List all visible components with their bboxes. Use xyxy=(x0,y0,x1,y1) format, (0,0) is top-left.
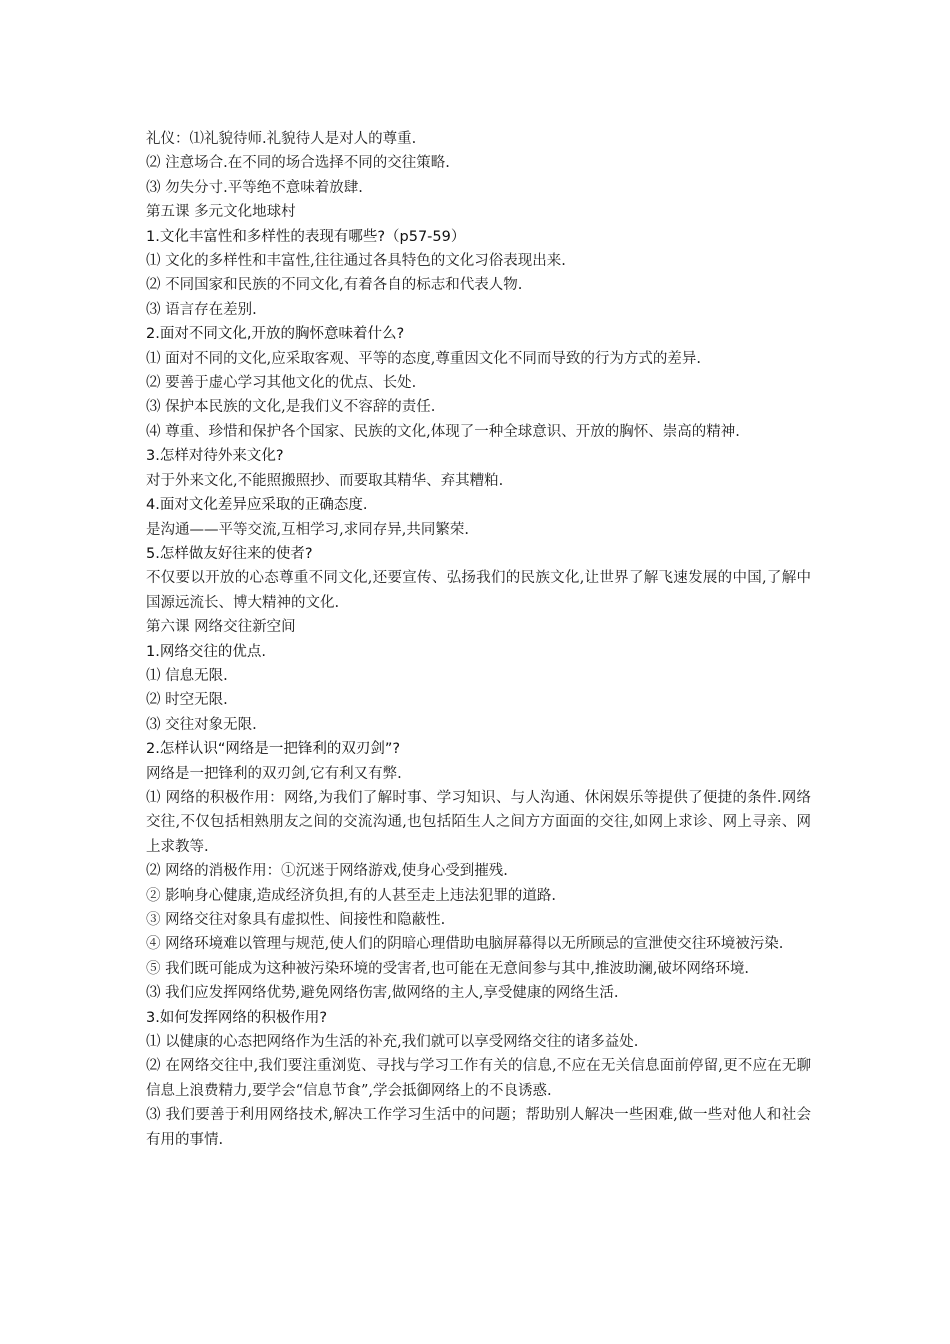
text-line: 第五课 多元文化地球村 xyxy=(146,204,296,221)
paragraph: ⑴ 网络的积极作用：网络,为我们了解时事、学习知识、与人沟通、休闲娱乐等提供了便捷的条件.网络交往,不仅包括相熟朋友之间的交流沟通,也包括陌生人之间方方面面的交往,如网上求诊、网上寻亲、网上求教等. xyxy=(146,789,811,855)
text-line: 网络是一把锋利的双刃剑,它有利又有弊. xyxy=(146,765,402,782)
text-line: 礼仪：⑴礼貌待师.礼貌待人是对人的尊重. xyxy=(146,131,417,147)
question-heading: 2.面对不同文化,开放的胸怀意味着什么? xyxy=(146,326,405,343)
paragraph: ④ 网络环境难以管理与规范,使人们的阴暗心理借助电脑屏幕得以无所顾忌的宣泄使交往环境被污染. xyxy=(146,936,784,953)
text-line: ⑵ 要善于虚心学习其他文化的优点、长处. xyxy=(146,375,417,392)
question-heading: 1.网络交往的优点. xyxy=(146,643,266,660)
document-body xyxy=(146,127,811,1152)
question-heading: 3.怎样对待外来文化? xyxy=(146,448,284,465)
text-line: ⑴ 信息无限. xyxy=(146,667,228,684)
text-line: ⑴ 面对不同的文化,应采取客观、平等的态度,尊重因文化不同而导致的行为方式的差异. xyxy=(146,350,701,367)
text-line: ② 影响身心健康,造成经济负担,有的人甚至走上违法犯罪的道路. xyxy=(146,887,556,904)
text-line: 对于外来文化,不能照搬照抄、而要取其精华、弃其糟粕. xyxy=(146,472,504,489)
text-line: ⑵ 网络的消极作用：①沉迷于网络游戏,使身心受到摧残. xyxy=(146,863,508,880)
question-heading: 3.如何发挥网络的积极作用? xyxy=(146,1009,328,1026)
text-line: ⑵ 时空无限. xyxy=(146,692,228,709)
question-heading: 5.怎样做友好往来的使者? xyxy=(146,545,313,562)
text-line: ⑶ 语言存在差别. xyxy=(146,301,257,318)
text-line: ⑷ 尊重、珍惜和保护各个国家、民族的文化,体现了一种全球意识、开放的胸怀、崇高的精神. xyxy=(146,423,740,440)
paragraph: ⑤ 我们既可能成为这种被污染环境的受害者,也可能在无意间参与其中,推波助澜,破坏网络环境. xyxy=(146,960,750,977)
text-line: ⑶ 我们应发挥网络优势,避免网络伤害,做网络的主人,享受健康的网络生活. xyxy=(146,985,619,1002)
text-line: ⑴ 以健康的心态把网络作为生活的补充,我们就可以享受网络交往的诸多益处. xyxy=(146,1034,639,1051)
question-heading: 2.怎样认识“网络是一把锋利的双刃剑”? xyxy=(146,741,401,758)
question-heading: 4.面对文化差异应采取的正确态度. xyxy=(146,497,368,514)
text-line: ⑴ 文化的多样性和丰富性,往往通过各具特色的文化习俗表现出来. xyxy=(146,253,566,270)
text-line: ⑵ 注意场合.在不同的场合选择不同的交往策略. xyxy=(146,155,450,172)
paragraph: ⑶ 我们要善于利用网络技术,解决工作学习生活中的问题；帮助别人解决一些困难,做一些对他人和社会有用的事情. xyxy=(146,1107,811,1148)
text-line: 是沟通——平等交流,互相学习,求同存异,共同繁荣. xyxy=(146,521,469,538)
text-line: 第六课 网络交往新空间 xyxy=(146,619,296,636)
paragraph: 不仅要以开放的心态尊重不同文化,还要宣传、弘扬我们的民族文化,让世界了解飞速发展的中国,了解中国源远流长、博大精神的文化. xyxy=(146,570,811,611)
paragraph: ⑵ 在网络交往中,我们要注重浏览、寻找与学习工作有关的信息,不应在无关信息面前停留,更不应在无聊信息上浪费精力,要学会“信息节食”,学会抵御网络上的不良诱惑. xyxy=(146,1058,811,1099)
question-heading: 1.文化丰富性和多样性的表现有哪些?（p57-59） xyxy=(146,228,466,245)
text-line: ⑶ 保护本民族的文化,是我们义不容辞的责任. xyxy=(146,399,436,416)
text-line: ⑶ 勿失分寸.平等绝不意味着放肆. xyxy=(146,179,363,196)
text-line: ⑶ 交往对象无限. xyxy=(146,716,257,733)
text-line: ③ 网络交往对象具有虚拟性、间接性和隐蔽性. xyxy=(146,912,446,928)
text-line: ⑵ 不同国家和民族的不同文化,有着各自的标志和代表人物. xyxy=(146,277,523,294)
